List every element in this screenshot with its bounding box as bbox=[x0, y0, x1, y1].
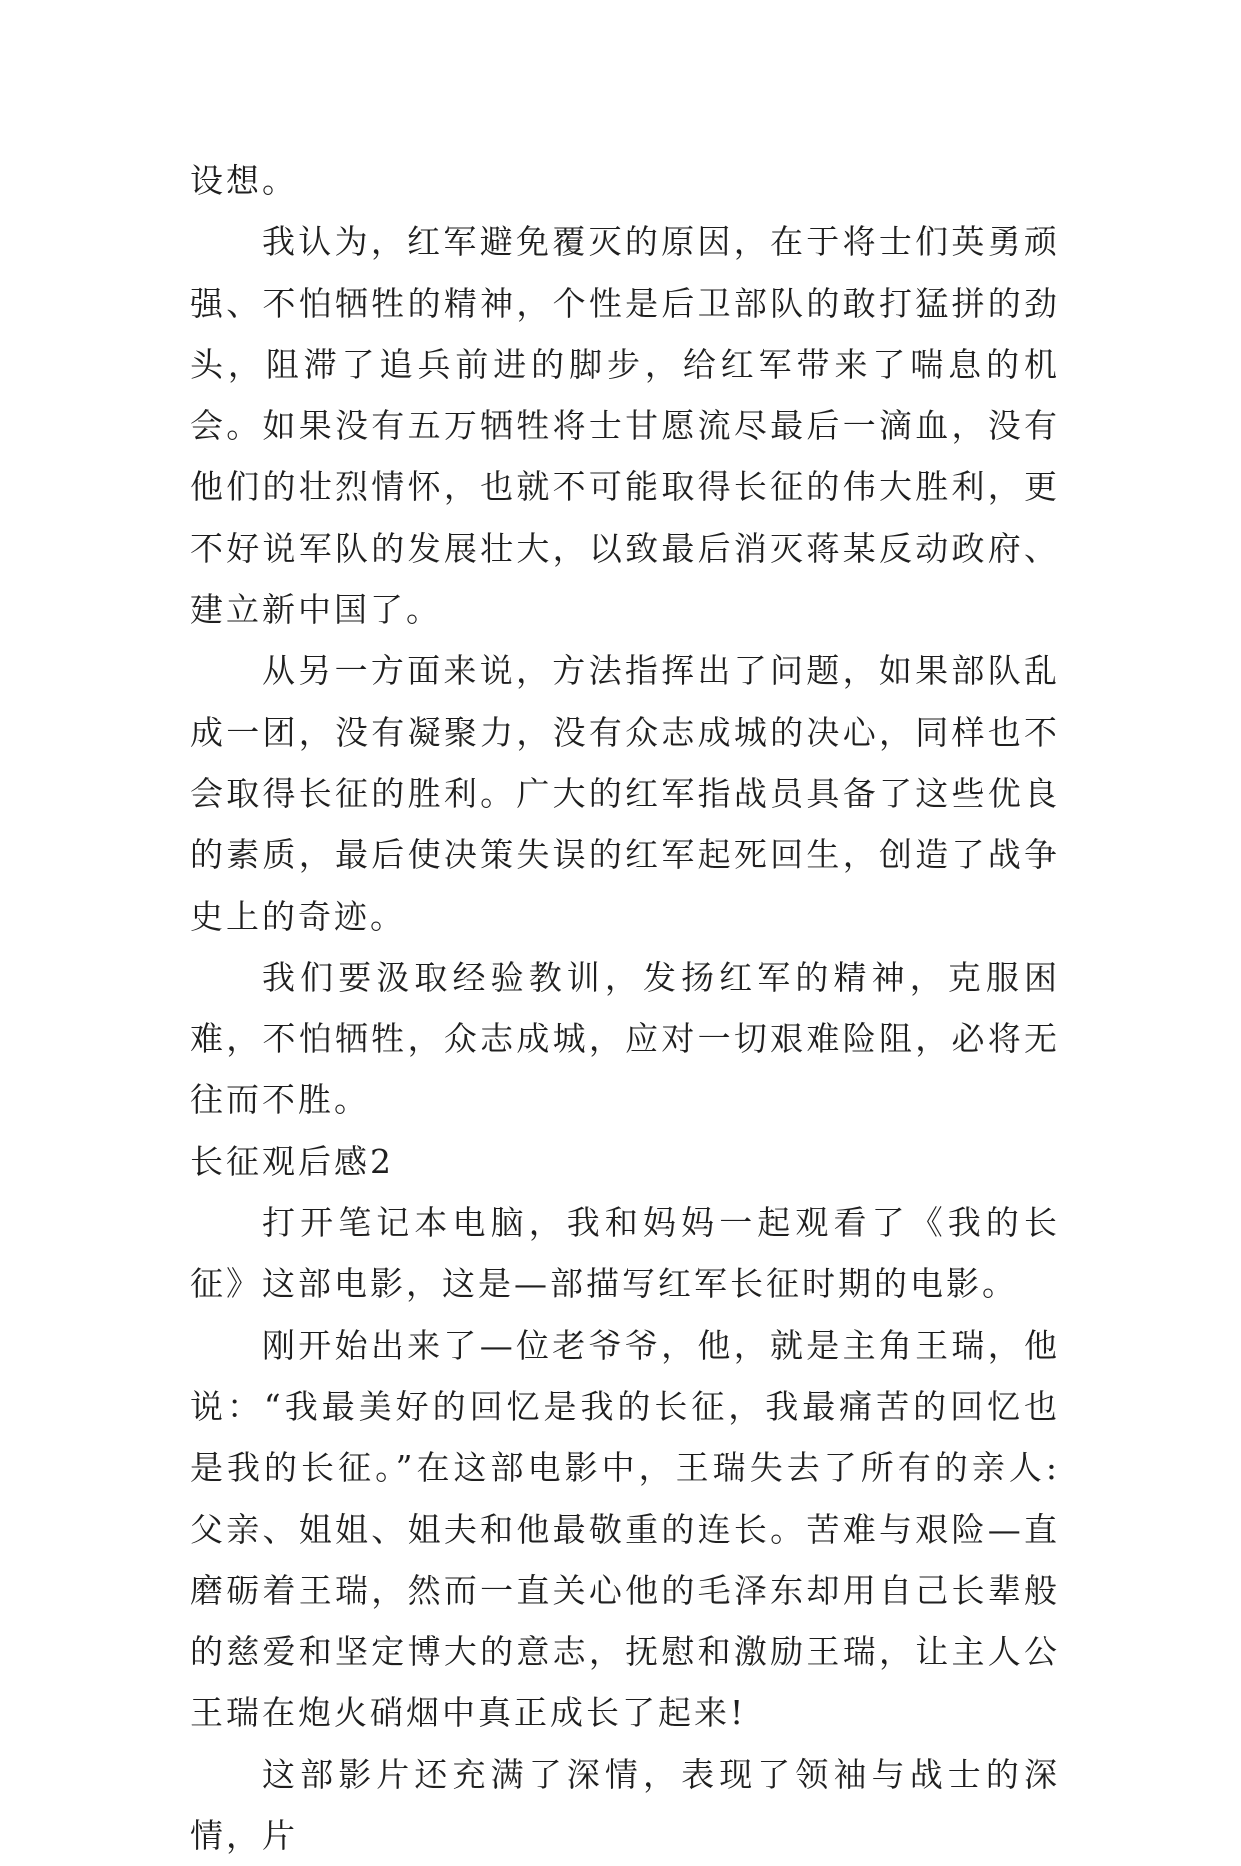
paragraph: 我认为，红军避免覆灭的原因，在于将士们英勇顽强、不怕牺牲的精神，个性是后卫部队的敢打猛拼的劲头，阻滞了追兵前进的脚步，给红军带来了喘息的机会。如果没有五万牺牲将士甘愿流尽最后一滴血，没有他们的壮烈情怀，也就不可能取得长征的伟大胜利，更不好说军队的发展壮大，以致最后消灭蒋某反动政府、建立新中国了。 bbox=[190, 222, 1060, 630]
paragraph: 打开笔记本电脑，我和妈妈一起观看了《我的长征》这部电影，这是—部描写红军长征时期的电影。 bbox=[190, 1203, 1060, 1304]
paragraph: 我们要汲取经验教训，发扬红军的精神，克服困难，不怕牺牲，众志成城，应对一切艰难险阻，必将无往而不胜。 bbox=[190, 957, 1060, 1120]
paragraph: 这部影片还充满了深情，表现了领袖与战士的深情，片 bbox=[190, 1754, 1060, 1856]
paragraph: 从另一方面来说，方法指挥出了问题，如果部队乱成一团，没有凝聚力，没有众志成城的决心，同样也不会取得长征的胜利。广大的红军指战员具备了这些优良的素质，最后使决策失误的红军起死回生，创造了战争史上的奇迹。 bbox=[190, 651, 1060, 936]
paragraph: 刚开始出来了—位老爷爷，他，就是主角王瑞，他说：“我最美好的回忆是我的长征，我最痛苦的回忆也是我的长征。”在这部电影中，王瑞失去了所有的亲人:父亲、姐姐、姐夫和他最敬重的连长。苦难与艰险—直磨砺着王瑞，然而一直关心他的毛泽东却用自己长辈般的慈爱和坚定博大的意志，抚慰和激励王瑞，让主人公王瑞在炮火硝烟中真正成长了起来! bbox=[190, 1325, 1060, 1733]
paragraph-continuation: 设想。 bbox=[190, 161, 298, 200]
section-heading: 长征观后感2 bbox=[190, 1141, 394, 1181]
document-body bbox=[190, 150, 1060, 1866]
